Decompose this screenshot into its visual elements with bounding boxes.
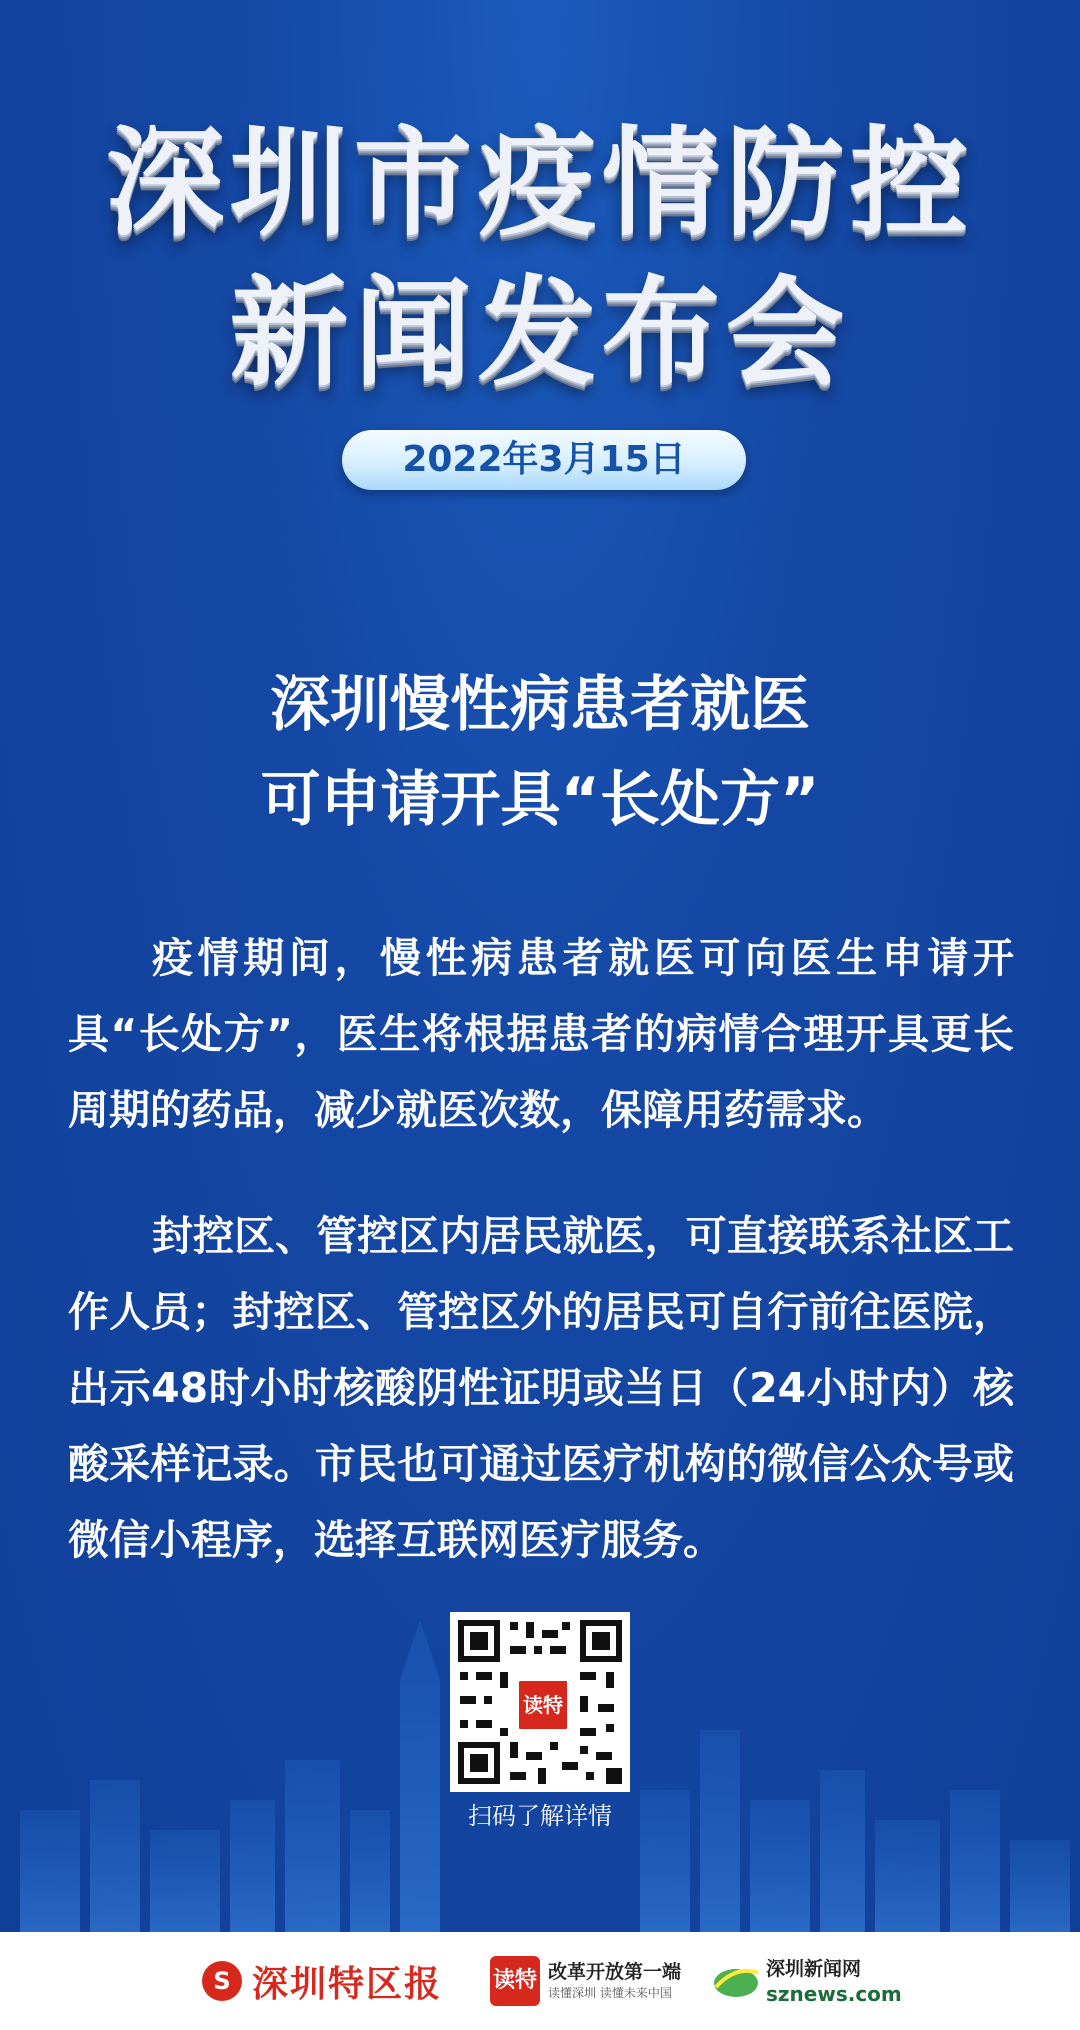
page-title-line2: 新闻发布会: [229, 264, 850, 402]
headline-line1: 深圳慢性病患者就医: [270, 670, 810, 740]
headline-line2: 可申请开具“长处方”: [260, 765, 820, 835]
logo2-slogan: 改革开放第一端: [548, 1961, 682, 1983]
logo1-emblem-icon: S: [202, 1961, 242, 2001]
logo2-subslogan: 读懂深圳 读懂未来中国: [548, 1986, 672, 2000]
logo3-name: 深圳新闻网: [766, 1958, 862, 1980]
logo2-box: 读特: [490, 1956, 540, 2006]
qr-center-logo: 读特: [516, 1678, 570, 1732]
logo-shenzhen-special-zone-daily[interactable]: [202, 1956, 442, 2006]
logo1-text: 深圳特区报: [252, 1962, 443, 2005]
date-badge: 2022年3月15日: [342, 430, 746, 490]
logo-dute[interactable]: [490, 1952, 681, 2010]
qr-caption: 扫码了解详情: [468, 1802, 612, 1830]
qr-code[interactable]: [450, 1612, 630, 1792]
body-paragraph-1: 疫情期间，慢性病患者就医可向医生申请开具“长处方”，医生将根据患者的病情合理开具更长周期的药品，减少就医次数，保障用药需求。: [68, 934, 1014, 1134]
footer-bar: [0, 1932, 1080, 2030]
logo-sznews[interactable]: [712, 1952, 902, 2010]
page-title-line1: 深圳市疫情防控: [105, 114, 974, 252]
sznews-leaf-icon: [712, 1959, 760, 2003]
body-paragraph-2: 封控区、管控区内居民就医，可直接联系社区工作人员；封控区、管控区外的居民可自行前往医院，出示48时小时核酸阴性证明或当日（24小时内）核酸采样记录。市民也可通过医疗机构的微信公众号或微信小程序，选择互联网医疗服务。: [68, 1212, 1014, 1564]
logo3-url: sznews.com: [766, 1982, 902, 2006]
